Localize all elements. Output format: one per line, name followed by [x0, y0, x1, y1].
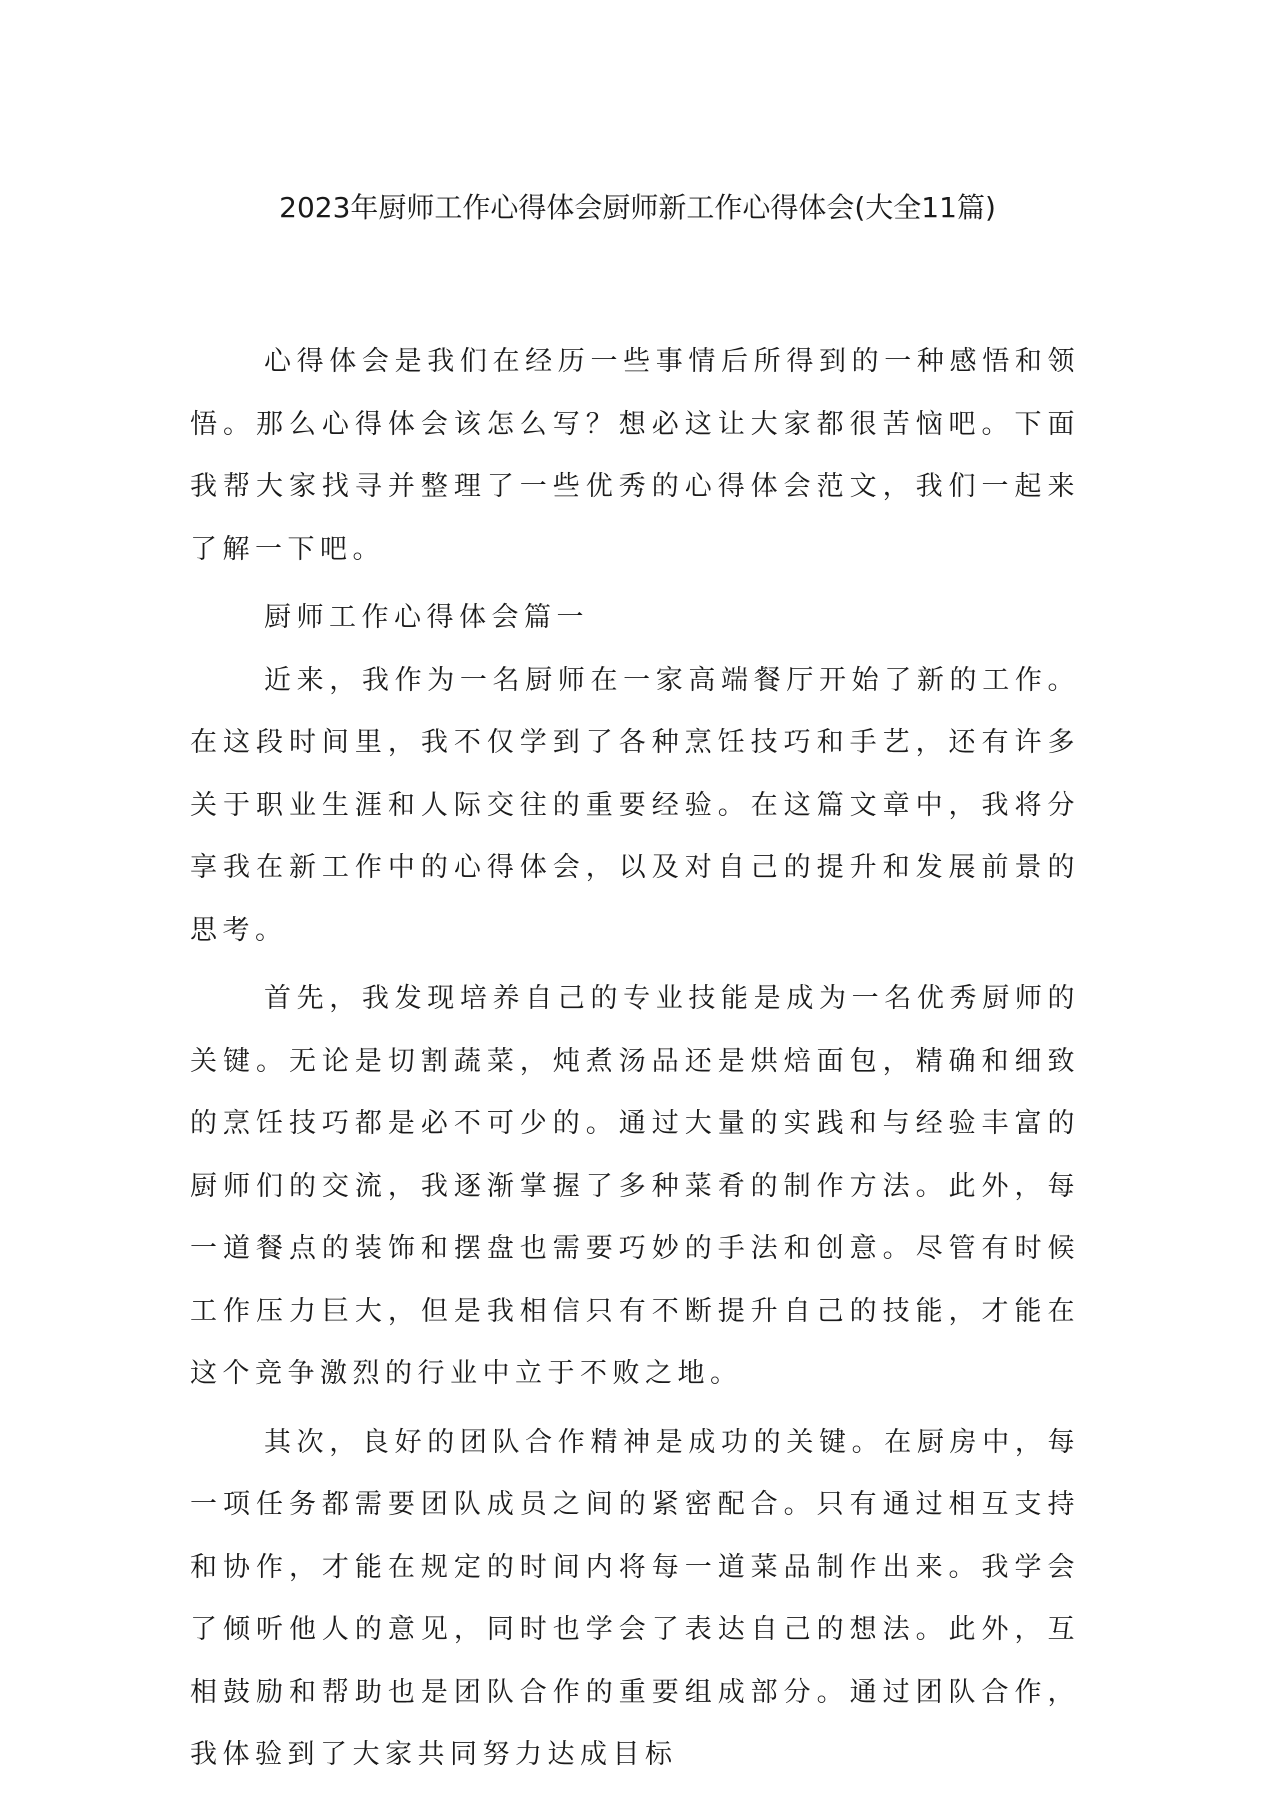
body-paragraph: 其次，良好的团队合作精神是成功的关键。在厨房中，每一项任务都需要团队成员之间的紧密配合。只有通过相互支持和协作，才能在规定的时间内将每一道菜品制作出来。我学会了倾听他人的意见，同时也学会了表达自己的想法。此外，互相鼓励和帮助也是团队合作的重要组成部分。通过团队合作，我体验到了大家共同努力达成目标	[190, 1426, 1080, 1770]
section-heading: 厨师工作心得体会篇一	[264, 602, 589, 633]
intro-paragraph: 心得体会是我们在经历一些事情后所得到的一种感悟和领悟。那么心得体会该怎么写？想必这让大家都很苦恼吧。下面我帮大家找寻并整理了一些优秀的心得体会范文，我们一起来了解一下吧。	[190, 346, 1080, 565]
body-paragraph: 首先，我发现培养自己的专业技能是成为一名优秀厨师的关键。无论是切割蔬菜，炖煮汤品还是烘焙面包，精确和细致的烹饪技巧都是必不可少的。通过大量的实践和与经验丰富的厨师们的交流，我逐渐掌握了多种菜肴的制作方法。此外，每一道餐点的装饰和摆盘也需要巧妙的手法和创意。尽管有时候工作压力巨大，但是我相信只有不断提升自己的技能，才能在这个竞争激烈的行业中立于不败之地。	[190, 983, 1080, 1389]
body-paragraph: 近来，我作为一名厨师在一家高端餐厅开始了新的工作。在这段时间里，我不仅学到了各种烹饪技巧和手艺，还有许多关于职业生涯和人际交往的重要经验。在这篇文章中，我将分享我在新工作中的心得体会，以及对自己的提升和发展前景的思考。	[190, 664, 1080, 946]
document-title: 2023年厨师工作心得体会厨师新工作心得体会(大全11篇)	[279, 191, 996, 224]
document-body	[190, 331, 1080, 1793]
